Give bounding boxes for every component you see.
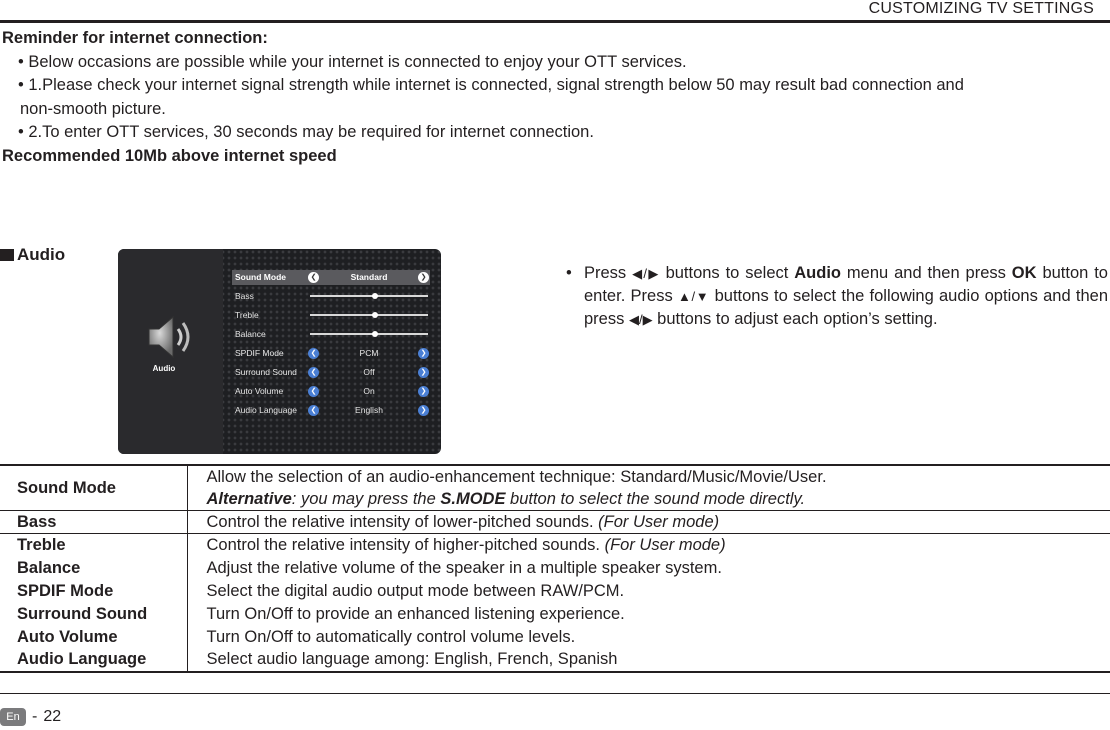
- smode-key: S.MODE: [440, 490, 506, 508]
- instruction-fragment: button to enter. Press: [584, 264, 1108, 305]
- slider-knob[interactable]: [372, 312, 378, 318]
- footer-dash: -: [32, 708, 38, 725]
- option-description: [187, 511, 1110, 534]
- left-right-arrows-icon: ◀/▶: [632, 266, 660, 281]
- tv-audio-menu-screenshot: [118, 249, 441, 454]
- tv-menu-item-label: Sound Mode: [235, 272, 286, 282]
- instructions: [566, 262, 1108, 331]
- option-name: Treble: [17, 535, 66, 554]
- audio-heading: [0, 245, 65, 265]
- ok-term: OK: [1011, 264, 1037, 282]
- option-name: Balance: [17, 558, 81, 577]
- tv-menu-item-value: Standard: [350, 272, 388, 282]
- header-rule: [0, 20, 1110, 23]
- chevron-left-icon[interactable]: ❮: [308, 386, 319, 397]
- mode-note: (For User mode): [604, 535, 726, 554]
- up-down-arrows-icon: ▲/▼: [677, 289, 710, 304]
- tv-menu-item[interactable]: [232, 270, 430, 285]
- table-row: [0, 626, 1110, 649]
- reminder-heading: Reminder for internet connection:: [2, 29, 268, 47]
- option-description: [187, 580, 1110, 603]
- table-row: [0, 649, 1110, 672]
- alternative-label: Alternative: [206, 490, 292, 508]
- section-header: CUSTOMIZING TV SETTINGS: [868, 0, 1094, 17]
- tv-menu-item-value: English: [355, 405, 383, 415]
- chevron-left-icon[interactable]: ❮: [308, 367, 319, 378]
- description-text: Select audio language among: English, French, Spanish: [206, 650, 618, 668]
- tv-menu-item[interactable]: [232, 403, 430, 418]
- reminder-line: non-smooth picture.: [20, 99, 166, 118]
- option-description: [187, 534, 1110, 557]
- chevron-right-icon[interactable]: ❯: [418, 386, 429, 397]
- instruction-fragment: buttons to select the following audio options and then press: [584, 287, 1108, 328]
- option-name: SPDIF Mode: [17, 581, 114, 600]
- reminder-line: • 2.To enter OTT services, 30 seconds may be required for internet connection.: [18, 123, 594, 141]
- tv-menu-item[interactable]: [232, 346, 430, 361]
- tv-menu-item-value: PCM: [359, 348, 379, 358]
- footer-rule: [0, 693, 1110, 694]
- reminder-line: • 1.Please check your internet signal strength while internet is connected, signal strength below 50 may result bad connection and: [18, 76, 964, 94]
- alternative-note: [207, 488, 1110, 510]
- chevron-right-icon[interactable]: ❯: [418, 367, 429, 378]
- left-right-arrows-icon: ◀/▶: [628, 312, 653, 327]
- tv-menu-item-label: Balance: [235, 329, 266, 339]
- tv-menu-slider[interactable]: [310, 314, 428, 316]
- page-number: 22: [43, 708, 62, 725]
- alternative-text: button to select the sound mode directly.: [505, 490, 806, 508]
- description-text: Select the digital audio output mode between RAW/PCM.: [206, 581, 625, 600]
- tv-menu-item-label: Bass: [235, 291, 254, 301]
- option-description: [187, 603, 1110, 626]
- tv-menu-item-label: Treble: [235, 310, 259, 320]
- tv-menu-item-label: Auto Volume: [235, 386, 284, 396]
- audio-heading-label: Audio: [17, 245, 66, 264]
- reminder-block: [2, 27, 1108, 168]
- press-word: Press: [584, 264, 627, 282]
- option-description: [187, 626, 1110, 649]
- speaker-icon: [143, 309, 199, 365]
- chevron-right-icon[interactable]: ❯: [418, 272, 429, 283]
- tv-menu-item-value: Off: [363, 367, 375, 377]
- instruction-fragment: buttons to adjust each option’s setting.: [657, 310, 938, 328]
- tv-menu-item[interactable]: [232, 327, 430, 342]
- description-text: Allow the selection of an audio-enhancement technique: Standard/Music/Movie/User.: [206, 468, 827, 486]
- reminder-line: • Below occasions are possible while your internet is connected to enjoy your OTT services.: [18, 52, 687, 71]
- table-row: [0, 603, 1110, 626]
- bullet: •: [566, 264, 572, 282]
- table-row: [0, 557, 1110, 580]
- audio-options-table: [0, 464, 1110, 673]
- table-row: [0, 580, 1110, 603]
- description-text: Control the relative intensity of higher-pitched sounds.: [206, 535, 600, 554]
- chevron-left-icon[interactable]: ❮: [308, 272, 319, 283]
- option-description: [187, 649, 1110, 672]
- recommended-speed: Recommended 10Mb above internet speed: [2, 146, 337, 165]
- chevron-left-icon[interactable]: ❮: [308, 348, 319, 359]
- table-row: [0, 465, 1110, 511]
- tv-menu-item-value: On: [363, 386, 375, 396]
- tv-menu-item[interactable]: [232, 308, 430, 323]
- option-name: Audio Language: [0, 649, 187, 672]
- option-name: Sound Mode: [0, 465, 187, 511]
- tv-menu-caption: Audio: [152, 364, 176, 373]
- chevron-right-icon[interactable]: ❯: [418, 405, 429, 416]
- option-description: [187, 465, 1110, 511]
- tv-menu-item-label: SPDIF Mode: [235, 348, 284, 358]
- description-text: Turn On/Off to provide an enhanced listening experience.: [206, 604, 625, 623]
- tv-menu-item[interactable]: [232, 289, 430, 304]
- instruction-text: [584, 262, 1108, 331]
- page-footer: [0, 708, 61, 726]
- tv-menu-item-label: Surround Sound: [235, 367, 297, 377]
- table-row: [0, 534, 1110, 557]
- mode-note: (For User mode): [598, 512, 720, 531]
- tv-menu-sidebar: [118, 249, 223, 454]
- description-text: Turn On/Off to automatically control volume levels.: [206, 627, 576, 646]
- tv-menu-item-label: Audio Language: [235, 405, 297, 415]
- square-bullet-icon: [0, 249, 14, 261]
- slider-knob[interactable]: [372, 293, 378, 299]
- chevron-right-icon[interactable]: ❯: [418, 348, 429, 359]
- instruction-fragment: buttons to select: [665, 264, 789, 282]
- option-name: Auto Volume: [17, 627, 118, 646]
- alternative-text: : you may press the: [291, 490, 441, 508]
- option-description: [187, 557, 1110, 580]
- description-text: Adjust the relative volume of the speaker in a multiple speaker system.: [206, 558, 722, 577]
- slider-knob[interactable]: [372, 331, 378, 337]
- tv-menu-slider[interactable]: [310, 333, 428, 335]
- table-row: [0, 511, 1110, 534]
- instruction-fragment: menu and then press: [846, 264, 1006, 282]
- tv-menu-item[interactable]: [232, 365, 430, 380]
- audio-term: Audio: [794, 264, 842, 282]
- tv-menu-item[interactable]: [232, 384, 430, 399]
- chevron-left-icon[interactable]: ❮: [308, 405, 319, 416]
- language-badge: En: [0, 708, 26, 726]
- option-name: Bass: [0, 511, 187, 534]
- option-name: Surround Sound: [17, 604, 148, 623]
- description-text: Control the relative intensity of lower-pitched sounds.: [206, 512, 594, 531]
- tv-menu-slider[interactable]: [310, 295, 428, 297]
